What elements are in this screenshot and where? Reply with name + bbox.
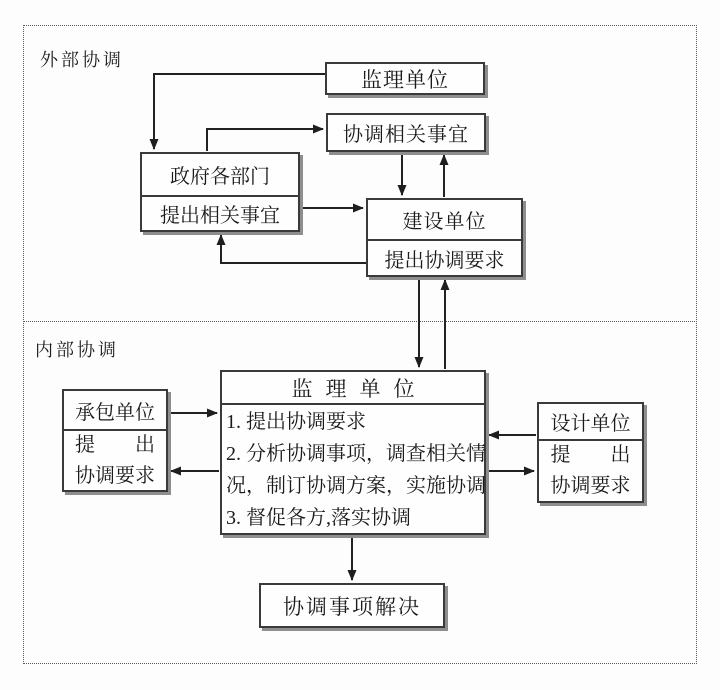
section-label-internal: 内部协调 bbox=[35, 340, 119, 360]
coordinate-matters-box bbox=[326, 113, 486, 152]
contractor-sub-line-2: 协调要求 bbox=[75, 464, 155, 487]
task-line-3: 况，制订协调方案，实施协调 bbox=[226, 475, 486, 497]
contractor-unit-title: 承包单位 bbox=[75, 401, 155, 424]
design-sub-line-2: 协调要求 bbox=[550, 475, 631, 497]
main-supervision-unit-box bbox=[220, 370, 486, 535]
government-departments-box bbox=[140, 152, 300, 232]
contractor-unit-box bbox=[62, 389, 168, 492]
main-supervision-task-list bbox=[222, 403, 484, 533]
matters-resolved-label: 协调事项解决 bbox=[283, 594, 421, 619]
contractor-unit-subtitle bbox=[64, 429, 166, 490]
supervision-unit-top-box bbox=[325, 62, 485, 95]
design-unit-title: 设计单位 bbox=[550, 413, 631, 435]
government-departments-title: 政府各部门 bbox=[170, 166, 270, 188]
design-sub-line-1: 提 出 bbox=[550, 444, 631, 466]
construction-unit-box bbox=[366, 198, 523, 277]
design-unit-box bbox=[537, 402, 644, 503]
coordinate-matters-label: 协调相关事宜 bbox=[343, 124, 469, 146]
supervision-unit-top-label: 监理单位 bbox=[361, 67, 449, 92]
design-unit-subtitle bbox=[539, 439, 642, 501]
task-line-1: 1. 提出协调要求 bbox=[226, 411, 366, 433]
construction-unit-title: 建设单位 bbox=[402, 211, 487, 233]
arrow-construction-to-government bbox=[221, 235, 366, 263]
task-line-2: 2. 分析协调事项，调查相关情 bbox=[226, 443, 486, 465]
contractor-sub-line-1: 提 出 bbox=[75, 433, 155, 456]
arrow-supervision-to-government bbox=[154, 74, 325, 149]
matters-resolved-box bbox=[259, 583, 445, 628]
government-departments-subtitle: 提出相关事宜 bbox=[142, 195, 298, 230]
task-line-4: 3. 督促各方,落实协调 bbox=[226, 507, 411, 529]
section-label-external: 外部协调 bbox=[40, 50, 124, 70]
arrow-government-to-coordinate bbox=[207, 129, 323, 151]
main-supervision-unit-title: 监理单位 bbox=[291, 376, 428, 401]
construction-unit-subtitle: 提出协调要求 bbox=[368, 239, 521, 275]
